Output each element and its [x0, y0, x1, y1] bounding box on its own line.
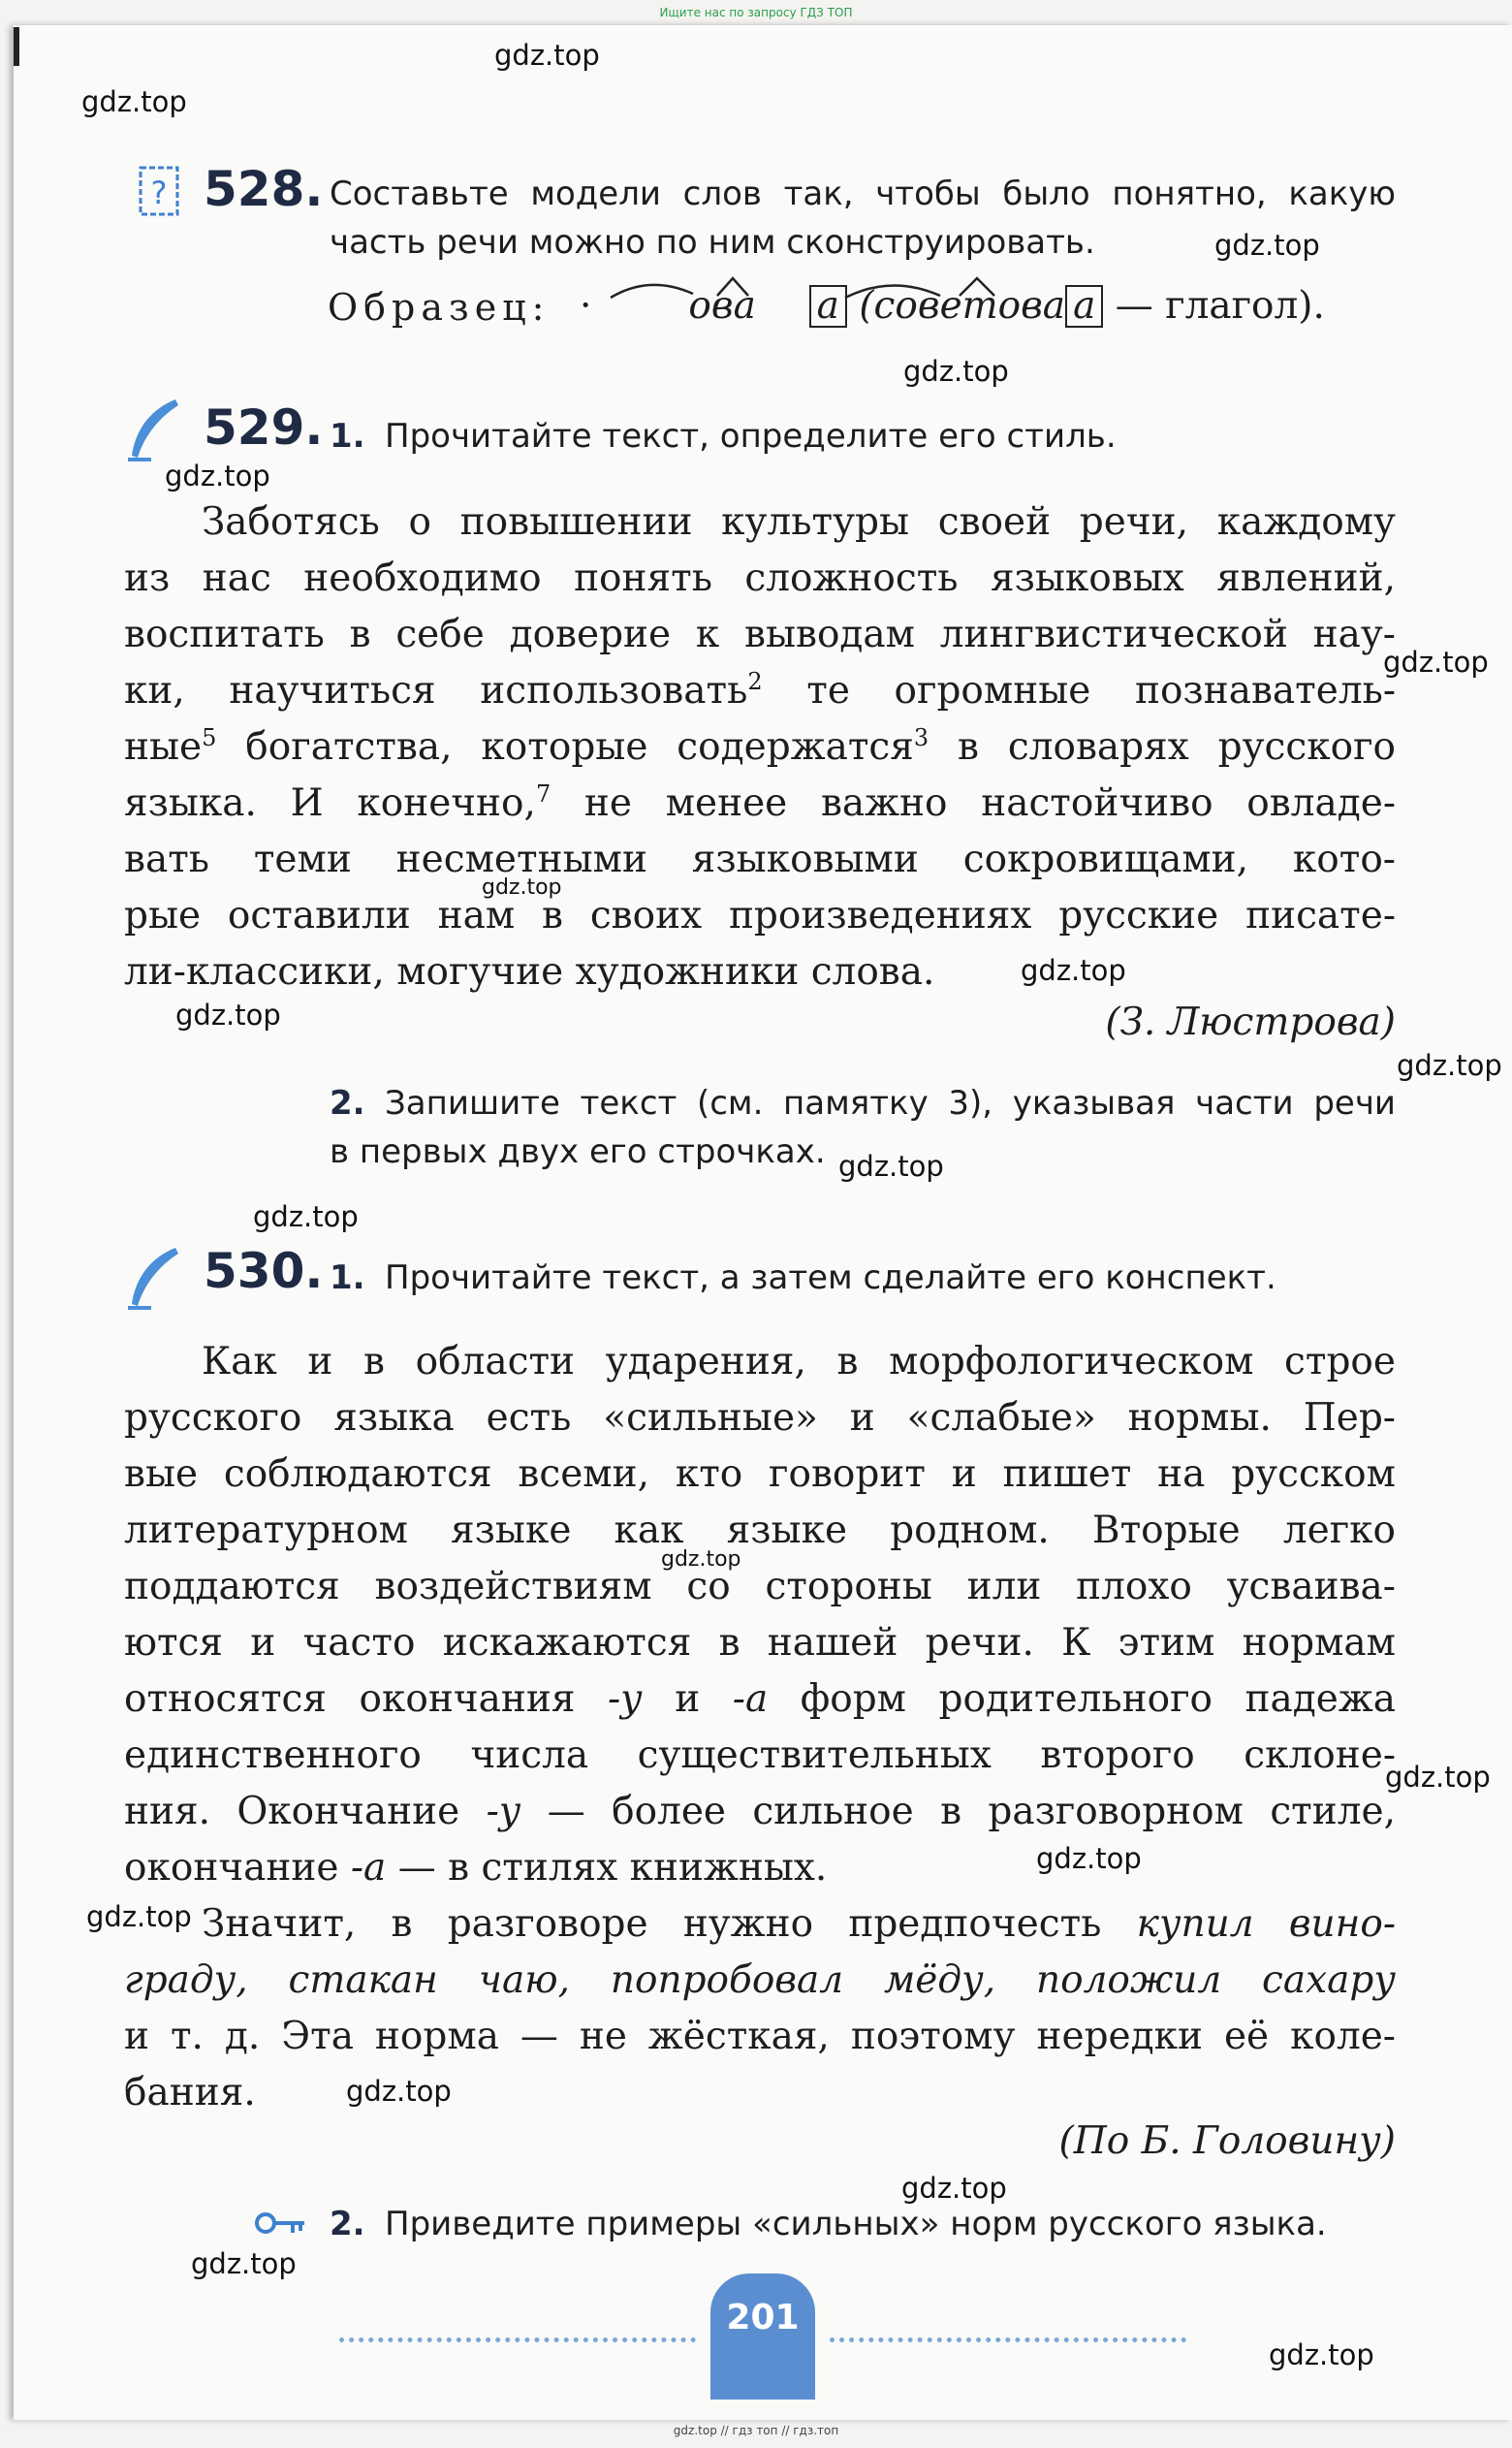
watermark: gdz.top: [253, 1200, 359, 1233]
sample-model: ова: [688, 284, 756, 328]
text-line: поддаются воздействиям со стороны или плохо усваива-: [124, 1565, 1396, 1608]
ex528-task-line1: Составьте модели слов так, чтобы было понятно, какую: [330, 175, 1396, 213]
text-line: вые соблюдаются всеми, кто говорит и пишет на русском: [124, 1452, 1396, 1496]
text-line: ются и часто искажаются в нашей речи. К этим нормам: [124, 1621, 1396, 1665]
watermark: gdz.top: [1021, 954, 1126, 987]
page-number: 201: [726, 2298, 800, 2337]
text-line: граду, стакан чаю, попробовал мёду, положил сахару: [124, 1958, 1396, 2002]
text-line: языка. И конечно,$^7$ не менее важно настойчиво овладе-: [124, 780, 1397, 825]
exercise-530-number: 530.: [204, 1243, 324, 1299]
footer-dots-left: [339, 2337, 696, 2342]
ex529-task1-num: 1.: [330, 417, 365, 456]
author: (З. Люстрова): [1105, 1001, 1396, 1044]
text-line: относятся окончания -у и -а форм родительного падежа: [124, 1677, 1396, 1721]
text-line: вать теми несметными языковыми сокровищами, кото-: [124, 838, 1396, 881]
pen-icon: [122, 396, 182, 465]
key-icon: [254, 2207, 308, 2240]
sample-word: (советова: [859, 284, 1066, 328]
ex529-task1: Прочитайте текст, определите его стиль.: [385, 417, 1117, 456]
ex528-task-line2: часть речи можно по ним сконструировать.: [330, 223, 1095, 262]
watermark: gdz.top: [1385, 1761, 1491, 1794]
text-line: Заботясь о повышении культуры своей речи, каждому: [202, 500, 1396, 544]
text-line: ли-классики, могучие художники слова.: [124, 950, 935, 994]
question-icon: [138, 165, 182, 217]
sample-dots: ·: [580, 284, 592, 328]
sample-close: — глагол).: [1115, 284, 1325, 328]
text-line: литературном языке как языке родном. Вторые легко: [124, 1509, 1396, 1552]
page-corner: [14, 27, 19, 66]
text-line: Значит, в разговоре нужно предпочесть купил вино-: [202, 1902, 1396, 1946]
text-line: и т. д. Эта норма — не жёсткая, поэтому нередки её коле-: [124, 2015, 1396, 2058]
watermark: gdz.top: [1269, 2338, 1374, 2371]
text-line: бания.: [124, 2071, 256, 2114]
text-line: ния. Окончание -у — более сильное в разговорном стиле,: [124, 1790, 1396, 1833]
watermark: gdz.top: [494, 39, 600, 72]
ex529-task2-line1: Запишите текст (см. памятку 3), указывая части речи: [385, 1084, 1396, 1123]
text-line: воспитать в себе доверие к выводам лингвистической нау-: [124, 613, 1396, 656]
text-line: единственного числа существительных второго склоне-: [124, 1733, 1396, 1777]
watermark: gdz.top: [175, 999, 281, 1032]
watermark: gdz.top: [1383, 646, 1489, 679]
text-line: ки, научиться использовать$^2$ те огромные познаватель-: [124, 668, 1397, 713]
top-note[interactable]: Ищите нас по запросу ГДЗ ТОП: [659, 6, 853, 19]
bottom-note[interactable]: gdz.top // гдз топ // гдз.топ: [673, 2424, 839, 2437]
text-line: из нас необходимо понять сложность языковых явлений,: [124, 556, 1396, 600]
ex529-task2-line2: в первых двух его строчках.: [330, 1132, 826, 1171]
svg-text:?: ?: [150, 175, 168, 211]
ex530-task2-num: 2.: [330, 2205, 365, 2243]
watermark: gdz.top: [482, 875, 562, 900]
watermark: gdz.top: [346, 2075, 452, 2108]
ex528-sample-label: Образец:: [328, 286, 551, 329]
footer-dots-right: [830, 2337, 1186, 2342]
watermark: gdz.top: [1214, 229, 1320, 262]
author: (По Б. Головину): [1058, 2119, 1396, 2163]
sample-ending-box: а: [809, 285, 847, 328]
text-line: Как и в области ударения, в морфологическом строе: [202, 1340, 1396, 1383]
watermark: gdz.top: [838, 1150, 944, 1183]
ex529-task2-num: 2.: [330, 1084, 365, 1123]
ex530-task1: Прочитайте текст, а затем сделайте его конспект.: [385, 1258, 1276, 1297]
text-line: русского языка есть «сильные» и «слабые» нормы. Пер-: [124, 1396, 1396, 1440]
text-line: ные$^5$ богатства, которые содержатся$^3$ в словарях русского: [124, 724, 1396, 769]
watermark: gdz.top: [81, 85, 187, 118]
watermark: gdz.top: [901, 2172, 1007, 2205]
text-line: рые оставили нам в своих произведениях русские писате-: [124, 894, 1396, 938]
watermark: gdz.top: [1397, 1049, 1502, 1082]
watermark: gdz.top: [903, 355, 1009, 388]
pen-icon: [122, 1244, 182, 1314]
watermark: gdz.top: [1036, 1842, 1142, 1875]
watermark: gdz.top: [86, 1900, 192, 1933]
ex530-task2: Приведите примеры «сильных» норм русского языка.: [385, 2205, 1327, 2243]
watermark: gdz.top: [191, 2247, 297, 2280]
exercise-528-number: 528.: [204, 161, 324, 217]
ex530-task1-num: 1.: [330, 1258, 365, 1297]
watermark: gdz.top: [661, 1547, 741, 1572]
text-line: окончание -а — в стилях книжных.: [124, 1846, 828, 1890]
watermark: gdz.top: [165, 460, 270, 493]
sample-ending-box-2: а: [1065, 285, 1103, 328]
exercise-529-number: 529.: [204, 399, 324, 456]
